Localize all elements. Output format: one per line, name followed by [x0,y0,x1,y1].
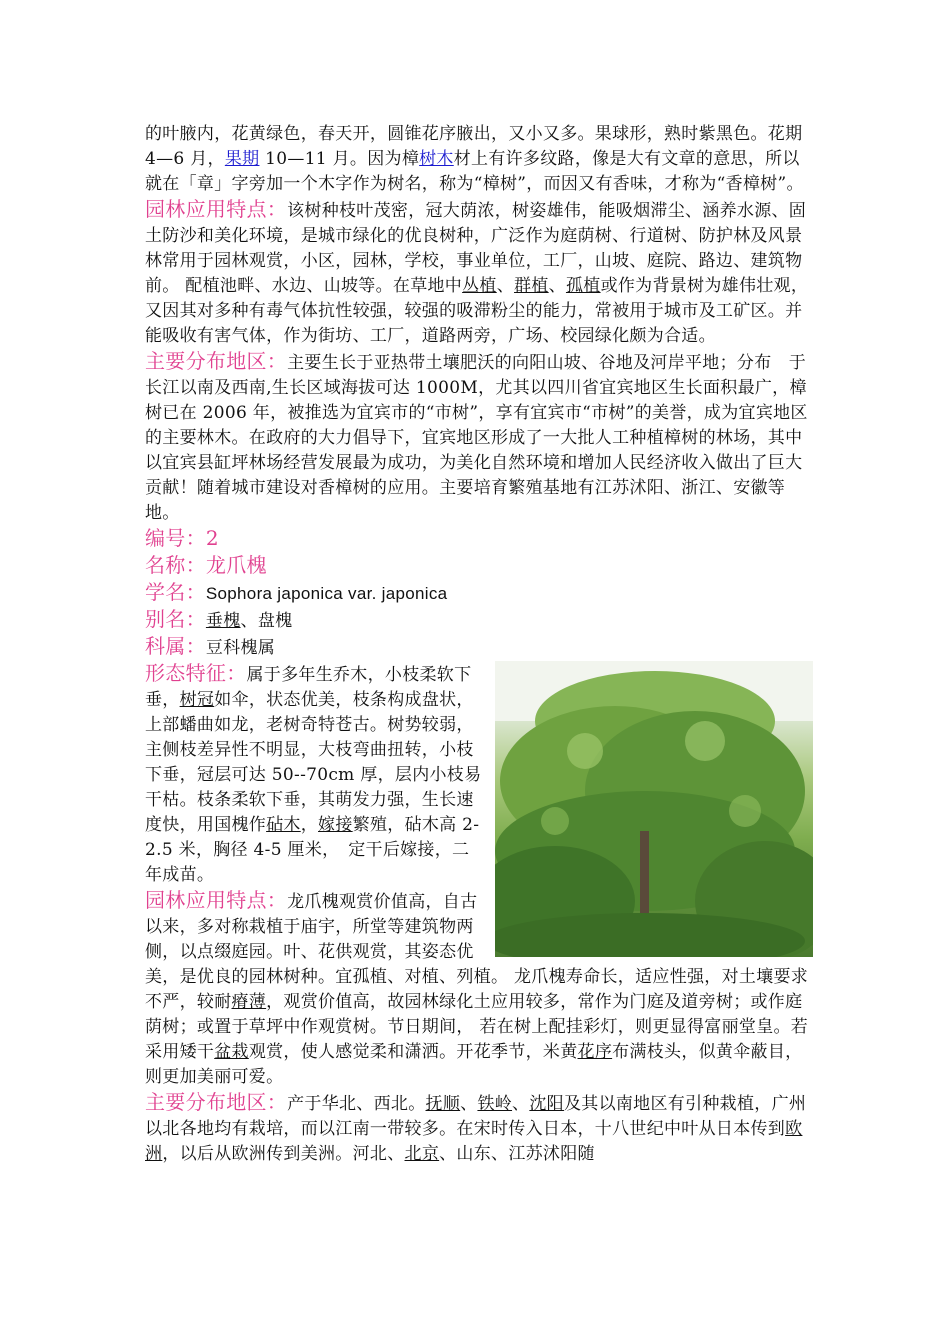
field-scientific-name: 学名：Sophora japonica var. japonica [145,580,448,604]
link-cluster-planting[interactable]: 丛植 [462,276,497,296]
paragraph-morphology: 形态特征：属于多年生乔木，小枝柔软下垂，树冠如伞，状态优美，枝条构成盘状，上部蟠曲如龙，老树奇特苍古。树势较弱，主侧枝差异性不明显，大枝弯曲扭转，小枝下垂，冠层可达 50--70cm 厚，层内小枝易干枯。枝条柔软下垂，其萌发力强，生长速度快，用国槐作砧木，嫁接繁殖，砧木高 2-2.5 米，胸径 4-5 厘米， 定干后嫁接，二年成苗。 [145,661,482,885]
field-name: 名称：龙爪槐 [145,553,267,577]
link-potted[interactable]: 盆栽 [214,1042,249,1062]
heading-garden-use-2: 园林应用特点： [145,888,288,912]
link-beijing[interactable]: 北京 [404,1144,440,1164]
document-body [145,122,813,1167]
link-chui-huai[interactable]: 垂槐 [205,611,241,631]
link-shenyang[interactable]: 沈阳 [529,1094,564,1114]
link-group-planting[interactable]: 群植 [514,276,549,296]
link-grafting[interactable]: 嫁接 [318,815,353,835]
paragraph-garden-use-1: 园林应用特点：该树种枝叶茂密，冠大荫浓，树姿雄伟，能吸烟滞尘、涵养水源、固土防沙和美化环境，是城市绿化的优良树种，广泛作为庭荫树、行道树、防护林及风景林常用于园林观赏，小区，园林，学校，事业单位，工厂，山坡、庭院、路边、建筑物前。 配植池畔、水边、山坡等。在草地中丛植、群植、孤植或作为背景树为雄伟壮观，又因其对多种有毒气体抗性较强，较强的吸滞粉尘的能力，常被用于城市及工矿区。并能吸收有害气体，作为街坊、工厂，道路两旁，广场、校园绿化颇为合适。 [145,197,809,346]
link-timber[interactable]: 树木 [419,149,454,169]
heading-distribution-2: 主要分布地区： [145,1090,288,1114]
link-solitary-planting[interactable]: 孤植 [565,276,601,296]
link-inflorescence[interactable]: 花序 [577,1042,613,1062]
field-number: 编号：2 [145,526,219,550]
heading-garden-use: 园林应用特点： [145,197,288,221]
tree-photo [495,661,813,957]
field-family: 科属：豆科槐属 [145,634,276,658]
field-alias: 别名：垂槐、盘槐 [145,607,293,631]
link-barren[interactable]: 瘠薄 [231,992,267,1012]
paragraph-garden-use-2: 园林应用特点：龙爪槐观赏价值高，自古以来，多对称栽植于庙宇，所堂等建筑物两侧，以点缀庭园。叶、花供观赏，其姿态优美，是优良的园林树种。宜孤植、对植、列植。 龙爪槐寿命长，适应性强，对土壤要求不严，较耐瘠薄，观赏价值高，故园林绿化土应用较多，常作为门庭及道旁树；或作庭荫树；或置于草坪中作观赏树。节日期间， 若在树上配挂彩灯，则更显得富丽堂皇。若采用矮干盆栽观赏，使人感觉柔和潇洒。开花季节，米黄花序布满枝头，似黄伞蔽目，则更加美丽可爱。 [145,888,809,1087]
paragraph-description: 的叶腋内，花黄绿色，春天开，圆锥花序腋出，又小又多。果球形，熟时紫黑色。花期 4—6 月，果期 10—11 月。因为樟树木材上有许多纹路，像是大有文章的意思，所以就在「章」字旁加一个木字作为树名，称为“樟树”，而因又有香味，才称为“香樟树”。 [145,124,804,194]
link-crown[interactable]: 树冠 [179,690,215,710]
paragraph-distribution-1: 主要分布地区：主要生长于亚热带土壤肥沃的向阳山坡、谷地及河岸平地；分布 于长江以南及西南,生长区域海拔可达 1000M，尤其以四川省宜宾地区生长面积最广，樟树已在 2006 年，被推选为宜宾市的“市树”，享有宜宾市“市树”的美誉，成为宜宾地区的主要林木。在政府的大力倡导下，宜宾地区形成了一大批人工种植樟树的林场，其中以宜宾县缸坪林场经营发展最为成功，为美化自然环境和增加人民经济收入做出了巨大贡献！随着城市建设对香樟树的应用。主要培育繁殖基地有江苏沭阳、浙江、安徽等地。 [145,349,808,523]
heading-morphology: 形态特征： [145,661,247,685]
link-rootstock[interactable]: 砧木 [266,815,301,835]
link-tieling[interactable]: 铁岭 [477,1094,513,1114]
paragraph-distribution-2: 主要分布地区：产于华北、西北。抚顺、铁岭、沈阳及其以南地区有引种栽植，广州以北各地均有栽培，而以江南一带较多。在宋时传入日本，十八世纪中叶从日本传到欧洲，以后从欧洲传到美洲。河北、北京、山东、江苏沭阳随 [145,1090,807,1164]
heading-distribution: 主要分布地区： [145,349,288,373]
link-fruit-period[interactable]: 果期 [224,149,260,169]
link-europe[interactable]: 欧洲 [145,1119,803,1164]
link-fushun[interactable]: 抚顺 [425,1094,461,1114]
